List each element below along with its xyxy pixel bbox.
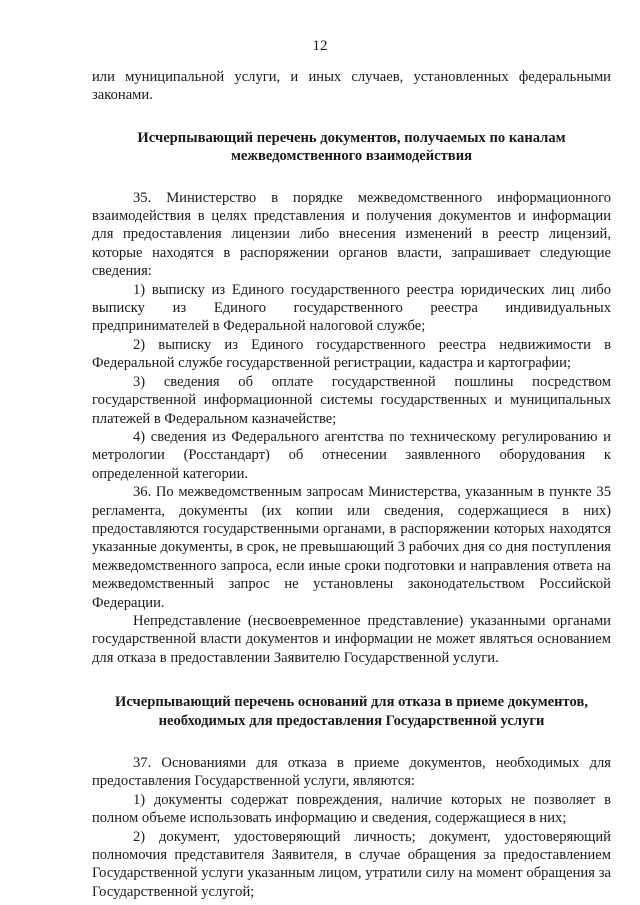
section-heading-line: межведомственного взаимодействия bbox=[230, 148, 472, 165]
section-heading-refusal-grounds bbox=[92, 693, 611, 730]
section-heading-interagency-documents bbox=[92, 129, 611, 166]
list-item-35-2: 2) выписку из Единого государственного реестра недвижимости в Федеральной службе государственной регистрации, кадастра и картографии; bbox=[92, 336, 611, 372]
paragraph-35: 35. Министерство в порядке межведомственного информационного взаимодействия в целях представления и получения документов и информации для предоставления лицензии либо внесения изменений в реестр лицензий, которые находятся в распоряжении органов власти, запрашивает следующие сведения: bbox=[92, 189, 611, 280]
section-heading-line: необходимых для предоставления Государственной услуги bbox=[158, 712, 545, 729]
list-item-35-1: 1) выписку из Единого государственного реестра юридических лиц либо выписку из Единого государственного реестра индивидуальных предпринимателей в Федеральной налоговой службе; bbox=[92, 281, 611, 335]
document-body bbox=[92, 68, 611, 901]
page-number: 12 bbox=[312, 38, 328, 54]
intro-continuation-paragraph: или муниципальной услуги, и иных случаев, установленных федеральными законами. bbox=[92, 69, 611, 104]
paragraph-36: 36. По межведомственным запросам Министерства, указанным в пункте 35 регламента, документы (их копии или сведения, содержащиеся в них) предоставляются государственными органами, в распоряжении которых находятся указанные документы, в срок, не превышающий 3 рабочих дня со дня поступления межведомственного запроса, если иные сроки подготовки и направления ответа на межведомственный запрос не установлены законодательством Российской Федерации. bbox=[92, 484, 611, 611]
section-heading-line: Исчерпывающий перечень документов, получаемых по каналам bbox=[137, 129, 566, 146]
paragraph-37: 37. Основаниями для отказа в приеме документов, необходимых для предоставления Государственной услуги, являются: bbox=[92, 755, 611, 790]
paragraph-36-note: Непредставление (несвоевременное представление) указанными органами государственной власти документов и информации не может являться основанием для отказа в предоставлении Заявителю Государственной услуги. bbox=[92, 612, 611, 666]
list-item-37-1: 1) документы содержат повреждения, наличие которых не позволяет в полном объеме использовать информацию и сведения, содержащиеся в них; bbox=[92, 791, 611, 827]
list-item-37-2: 2) документ, удостоверяющий личность; документ, удостоверяющий полномочия представителя Заявителя, в случае обращения за предоставлением Государственной услуги указанным лицом, утратили силу на момент обращения за Государственной услугой; bbox=[92, 828, 611, 900]
list-item-35-3: 3) сведения об оплате государственной пошлины посредством государственной информационной системы государственных и муниципальных платежей в Федеральном казначействе; bbox=[92, 373, 611, 427]
list-item-35-4: 4) сведения из Федерального агентства по техническому регулированию и метрологии (Росстандарт) об отнесении заявленного оборудования к определенной категории. bbox=[92, 428, 611, 482]
section-heading-line: Исчерпывающий перечень оснований для отказа в приеме документов, bbox=[115, 694, 588, 711]
